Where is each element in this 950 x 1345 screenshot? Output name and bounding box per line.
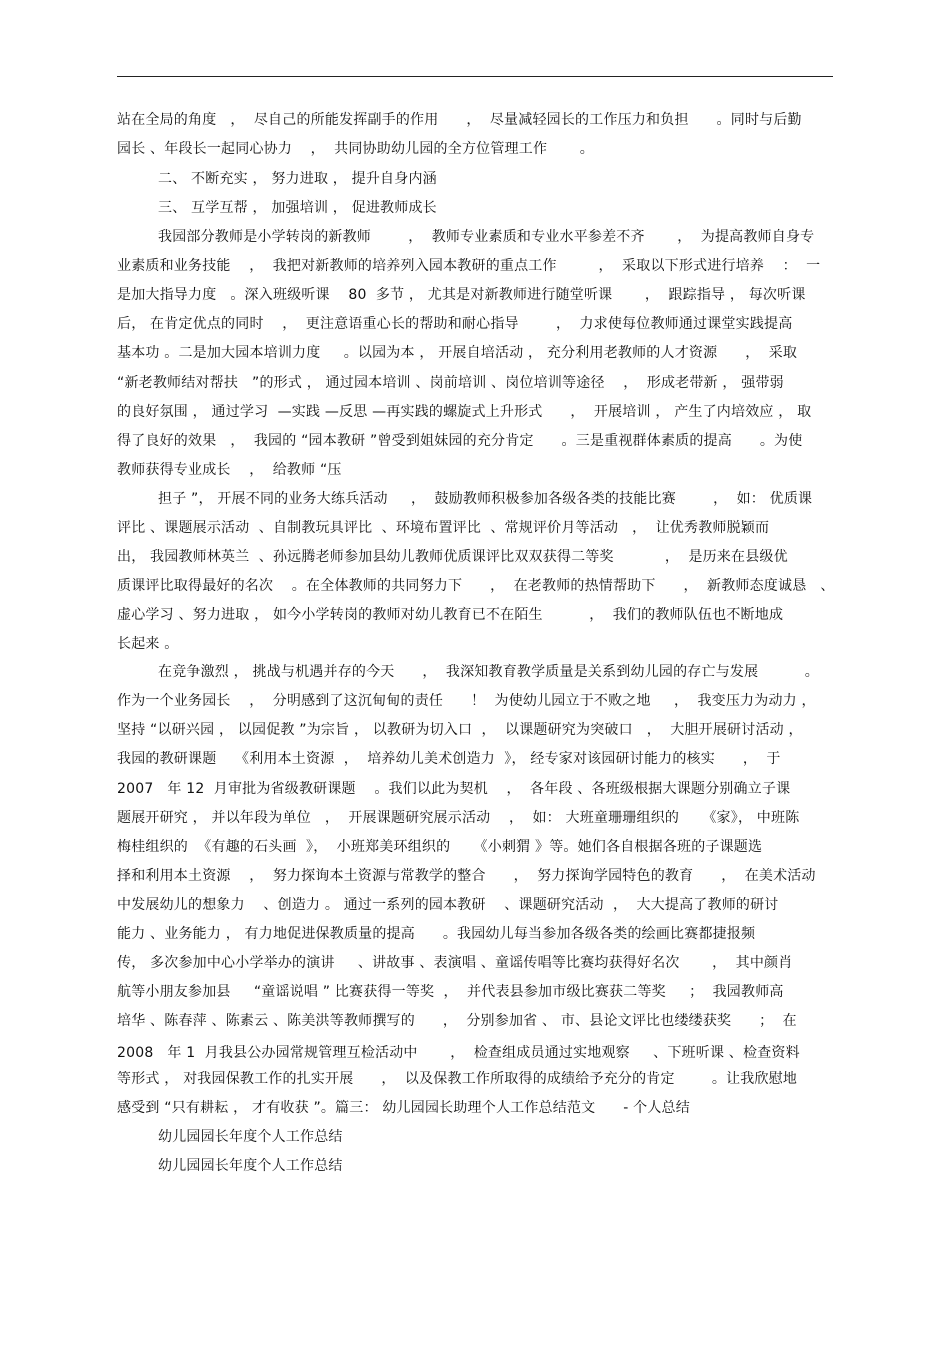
text-line: 梅桂组织的 《有趣的石头画 》， 小班郑美环组织的 《小刺猬 》等。她们各自根据各班的子课题选 <box>117 839 763 855</box>
text-line: 作为一个业务园长 ， 分明感到了这沉甸甸的责任 ！ 为使幼儿园立于不败之地 ， 我变压力为动力 ， <box>117 693 816 709</box>
text-line: 航等小朋友参加县 “童谣说唱 ” 比赛获得一等奖 ， 并代表县参加市级比赛获二等奖 ； 我园教师高 <box>117 984 784 1000</box>
text-line: 教师获得专业成长 ， 给教师 “压 <box>117 462 342 478</box>
text-line: 后， 在肯定优点的同时 ， 更注意语重心长的帮助和耐心指导 ， 力求使每位教师通过课堂实践提高 <box>117 316 793 332</box>
summary-title: 幼儿园园长年度个人工作总结 <box>158 1158 343 1174</box>
text-line: 的良好氛围 ， 通过学习 —实践 —反思 —再实践的螺旋式上升形式 ， 开展培训 ， 产生了内培效应 ， 取 <box>117 404 812 420</box>
text-line: 业素质和业务技能 ， 我把对新教师的培养列入园本教研的重点工作 ， 采取以下形式进行培养 ： 一 <box>117 258 821 274</box>
text-line: 2008 年 1 月我县公办园常规管理互检活动中 ， 检查组成员通过实地观察 、下班听课 、检查资料 <box>117 1045 800 1061</box>
text-line: 中发展幼儿的想象力 、创造力 。 通过一系列的园本教研 、课题研究活动 ， 大大提高了教师的研讨 <box>117 897 779 913</box>
text-line: 能力 、业务能力 ， 有力地促进保教质量的提高 。我园幼儿每当参加各级各类的绘画比赛都捷报频 <box>117 926 756 942</box>
text-line: 等形式 ， 对我园保教工作的扎实开展 ， 以及保教工作所取得的成绩给予充分的肯定 。让我欣慰地 <box>117 1071 798 1087</box>
text-line: 园长 、年段长一起同心协力 ， 共同协助幼儿园的全方位管理工作 。 <box>117 141 594 157</box>
text-line: 担子 ”， 开展不同的业务大练兵活动 ， 鼓励教师积极参加各级各类的技能比赛 ， 如： 优质课 <box>158 491 813 507</box>
text-line: 站在全局的角度 ， 尽自己的所能发挥副手的作用 ， 尽量减轻园长的工作压力和负担 。同时与后勤 <box>117 112 802 128</box>
text-line: 得了良好的效果 ， 我园的 “园本教研 ”曾受到姐妹园的充分肯定 。三是重视群体素质的提高 。为使 <box>117 433 803 449</box>
text-line: 出， 我园教师林英兰 、孙远腾老师参加县幼儿教师优质课评比双双获得二等奖 ， 是历来在县级优 <box>117 549 788 565</box>
text-line: 择和利用本土资源 ， 努力探询本土资源与常教学的整合 ， 努力探询学园特色的教育 ， 在美术活动 <box>117 868 816 884</box>
summary-title: 幼儿园园长年度个人工作总结 <box>158 1129 343 1145</box>
text-line: 2007 年 12 月审批为省级教研课题 。我们以此为契机 ， 各年段 、各班级根据大课题分别确立子课 <box>117 781 791 797</box>
text-line: 培华 、陈春萍 、陈素云 、陈美洪等教师撰写的 ， 分别参加省 、 市、县论文评比也缕缕获奖 ； 在 <box>117 1013 797 1029</box>
text-line: 质课评比取得最好的名次 。在全体教师的共同努力下 ， 在老教师的热情帮助下 ， 新教师态度诚恳 、 <box>117 578 835 594</box>
text-line: 传， 多次参加中心小学举办的演讲 、讲故事 、表演唱 、童谣传唱等比赛均获得好名次 ， 其中颜肖 <box>117 955 793 971</box>
text-line: 感受到 “只有耕耘 ， 才有收获 ”。篇三： 幼儿园园长助理个人工作总结范文 - 个人总结 <box>117 1100 690 1116</box>
text-line: 题展开研究 ， 并以年段为单位 ， 开展课题研究展示活动 ， 如： 大班童珊珊组织的 《家》， 中班陈 <box>117 810 800 826</box>
text-line: 我园部分教师是小学转岗的新教师 ， 教师专业素质和专业水平参差不齐 ， 为提高教师自身专 <box>158 229 815 245</box>
text-line: 坚持 “以研兴园 ， 以园促教 ”为宗旨 ， 以教研为切入口 ， 以课题研究为突破口 ， 大胆开展研讨活动 ， <box>117 722 803 738</box>
text-line: 我园的教研课题 《利用本土资源 ， 培养幼儿美术创造力 》， 经专家对该园研讨能力的核实 ， 于 <box>117 751 781 767</box>
section-heading: 二、 不断充实 ， 努力进取 ， 提升自身内涵 <box>158 171 437 187</box>
text-line: 长起来 。 <box>117 636 179 652</box>
header-rule <box>117 76 833 77</box>
text-line: 评比 、课题展示活动 、自制教玩具评比 、环境布置评比 、常规评价月等活动 ， 让优秀教师脱颖而 <box>117 520 770 536</box>
section-heading: 三、 互学互帮 ， 加强培训 ， 促进教师成长 <box>158 200 437 216</box>
text-line: 虚心学习 、努力进取 ， 如今小学转岗的教师对幼儿教育已不在陌生 ， 我们的教师队伍也不断地成 <box>117 607 784 623</box>
text-line: 在竞争激烈 ， 挑战与机遇并存的今天 ， 我深知教育教学质量是关系到幼儿园的存亡与发展 。 <box>158 664 820 680</box>
text-line: 是加大指导力度 。深入班级听课 80 多节 ， 尤其是对新教师进行随堂听课 ， 跟踪指导 ， 每次听课 <box>117 287 806 303</box>
text-line: “新老教师结对帮扶 ”的形式 ， 通过园本培训 、岗前培训 、岗位培训等途径 ， 形成老带新 ， 强带弱 <box>117 375 784 391</box>
text-line: 基本功 。二是加大园本培训力度 。以园为本 ， 开展自培活动 ， 充分利用老教师的人才资源 ， 采取 <box>117 345 798 361</box>
